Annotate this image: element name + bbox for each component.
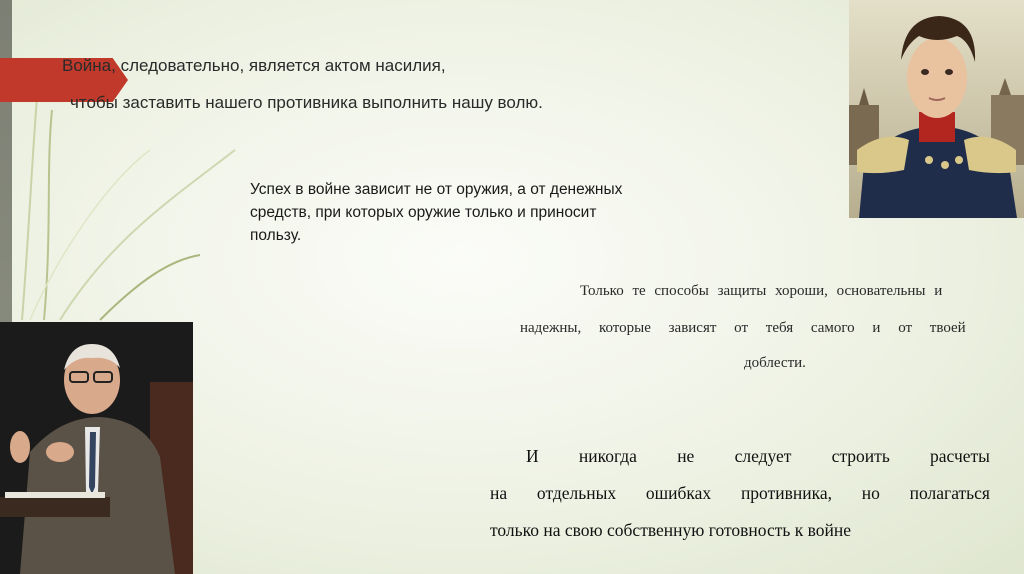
- portrait-painting-image: [849, 0, 1024, 218]
- word: на: [490, 483, 508, 503]
- quote-defense-line2: надежны, которые зависят от тебя самого и от твоей: [520, 320, 966, 336]
- decorative-lines: [0, 0, 260, 330]
- quote-readiness-line1: [490, 438, 990, 475]
- word: никогда: [578, 446, 637, 466]
- quote-defense-line1: Только те способы защиты хороши, основательны и: [580, 283, 943, 299]
- quote-main-line1: Война, следовательно, является актом насилия,: [62, 56, 446, 75]
- quote-defense-line3: доблести.: [744, 355, 806, 371]
- word: отдельных: [536, 483, 617, 503]
- quote-money-line3: пользу.: [250, 227, 302, 244]
- word: строить: [831, 446, 890, 466]
- quote-money-line1: Успех в войне зависит не от оружия, а от денежных: [250, 181, 623, 198]
- word: следует: [734, 446, 792, 466]
- quote-main-line2: чтобы заставить нашего противника выполнить нашу волю.: [70, 93, 543, 112]
- quote-readiness: [490, 438, 990, 549]
- word: ошибках: [645, 483, 712, 503]
- quote-defense: [520, 283, 1024, 383]
- speaker-photo-image: [0, 322, 193, 574]
- quote-readiness-line3: только на свою собственную готовность к войне: [490, 520, 851, 540]
- word: полагаться: [909, 483, 990, 503]
- quote-money-line2: средств, при которых оружие только и приносит: [250, 204, 597, 221]
- word: но: [861, 483, 880, 503]
- quote-readiness-line2: [490, 475, 990, 512]
- word: расчеты: [930, 446, 990, 466]
- word: И: [526, 446, 539, 466]
- quote-money: [250, 178, 730, 247]
- word: не: [677, 446, 695, 466]
- word: противника,: [740, 483, 832, 503]
